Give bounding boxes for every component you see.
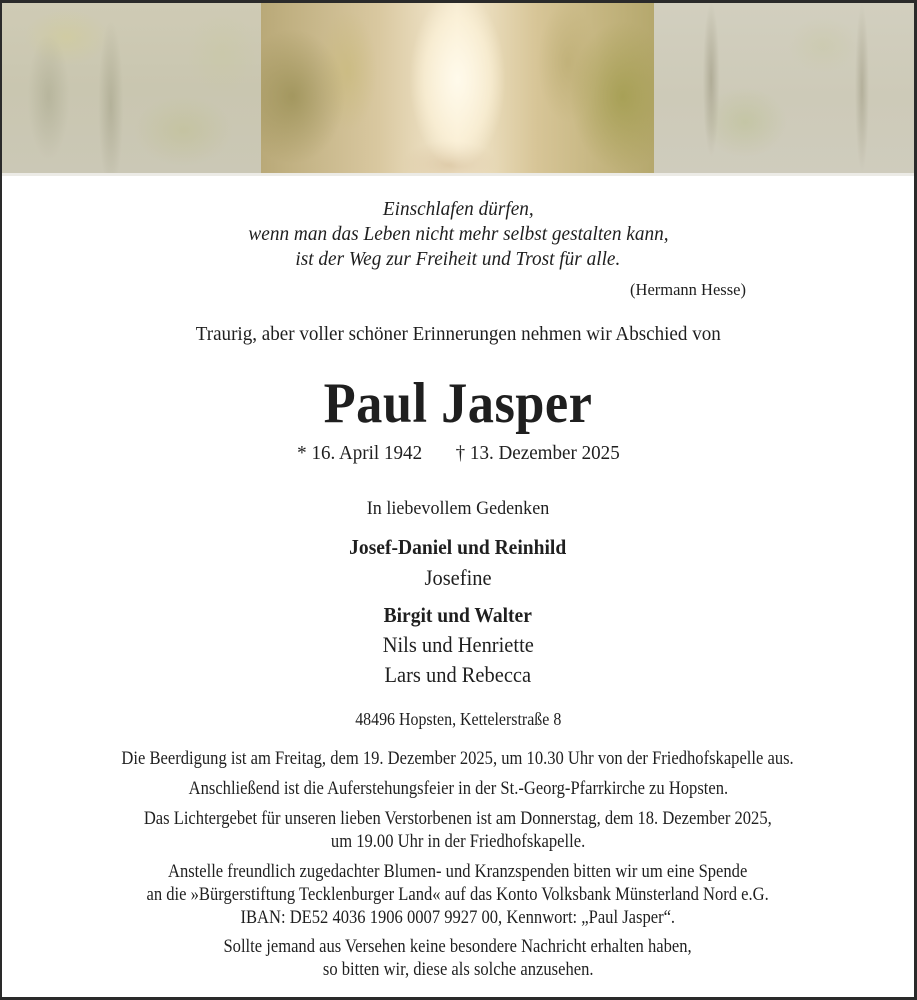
donation-notice-line-3: IBAN: DE52 4036 1906 0007 9927 00, Kennwort: „Paul Jasper“.: [240, 908, 676, 928]
family-member: Birgit und Walter: [383, 603, 533, 627]
quote-line-2: wenn man das Leben nicht mehr selbst gestalten kann,: [247, 223, 669, 245]
life-dates: [2, 442, 914, 465]
banner-center-panel: [261, 3, 654, 173]
quote-line-3: ist der Weg zur Freiheit und Trost für alle.: [295, 248, 621, 270]
memory-line: In liebevollem Gedenken: [366, 498, 550, 519]
service-notice: Anschließend ist die Auferstehungsfeier in der St.-Georg-Pfarrkirche zu Hopsten.: [188, 779, 728, 799]
forest-banner-image: [2, 3, 914, 173]
funeral-notice: Die Beerdigung ist am Freitag, dem 19. Dezember 2025, um 10.30 Uhr von der Friedhofskapelle aus.: [121, 749, 795, 769]
prayer-notice-line-1: Das Lichtergebet für unseren lieben Verstorbenen ist am Donnerstag, dem 18. Dezember 2025,: [144, 809, 772, 829]
banner-left-panel: [2, 3, 261, 173]
family-member: Josefine: [424, 565, 492, 590]
farewell-intro: Traurig, aber voller schöner Erinnerungen nehmen wir Abschied von: [195, 323, 721, 345]
deceased-name: Paul Jasper: [323, 372, 593, 435]
birth-date: * 16. April 1942: [296, 442, 422, 464]
donation-notice-line-1: Anstelle freundlich zugedachter Blumen- und Kranzspenden bitten wir um eine Spende: [168, 862, 748, 882]
family-address: 48496 Hopsten, Kettelerstraße 8: [354, 709, 562, 729]
quote-attribution: (Hermann Hesse): [630, 280, 746, 299]
family-member: Lars und Rebecca: [384, 662, 532, 687]
banner-right-panel: [654, 3, 914, 173]
death-date: † 13. Dezember 2025: [455, 442, 620, 464]
donation-notice-line-2: an die »Bürgerstiftung Tecklenburger Land« auf das Konto Volksbank Münsterland Nord e.G.: [146, 885, 770, 905]
family-member: Nils und Henriette: [382, 632, 534, 657]
family-member: Josef-Daniel und Reinhild: [349, 535, 567, 559]
closing-notice-line-2: so bitten wir, diese als solche anzusehen.: [322, 960, 594, 980]
banner-divider: [2, 173, 914, 176]
closing-notice-line-1: Sollte jemand aus Versehen keine besondere Nachricht erhalten haben,: [223, 937, 693, 957]
prayer-notice-line-2: um 19.00 Uhr in der Friedhofskapelle.: [330, 832, 586, 852]
quote-line-1: Einschlafen dürfen,: [382, 198, 534, 220]
